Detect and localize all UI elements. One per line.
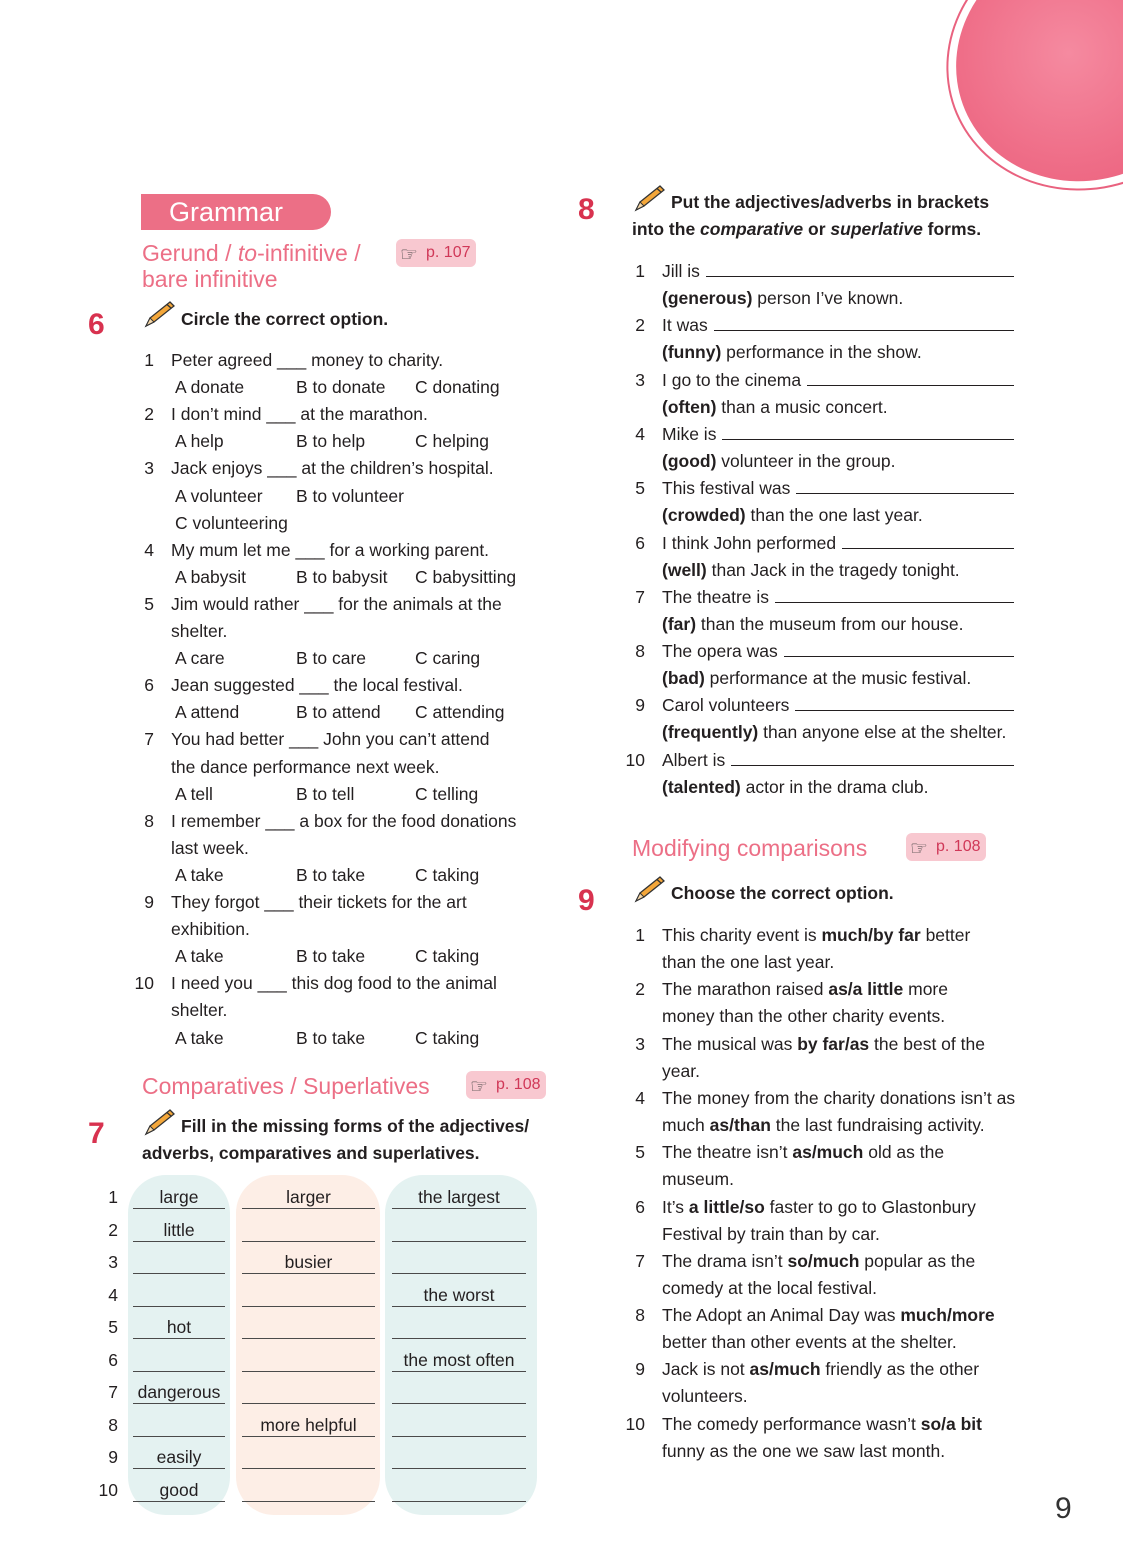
question-stem-line [662,421,1014,448]
answer-blank[interactable] [722,421,1014,440]
question-rest: than Jack in the tragedy tonight. [706,559,960,580]
question-text: old as the [863,1142,945,1163]
choice-options[interactable]: a little/so [688,1196,765,1217]
exercise-7-number: 7 [88,1117,105,1150]
superlative-cell[interactable] [392,1316,526,1339]
ex8-instr-pre: into the [632,219,701,239]
question-text: shelter. [171,621,228,641]
answer-option[interactable]: C caring [415,648,481,669]
bracket-word: (frequently) [662,722,759,743]
exercise-8-instruction-line1: Put the adjectives/adverbs in brackets [671,192,990,212]
answer-option[interactable]: C taking [415,946,480,967]
question-hint-line [662,557,960,584]
gerund-title-part2: -infinitive / [257,240,361,266]
superlative-cell[interactable]: the largest [392,1186,526,1209]
question-hint-line [662,665,971,692]
question-number: 8 [635,1305,645,1326]
question-number: 2 [635,315,645,336]
question-stem-line [662,692,1014,719]
question-number: 4 [635,423,645,444]
question-line1 [662,1085,1015,1112]
question-line1 [662,922,970,949]
comparatives-page-ref[interactable] [466,1071,546,1099]
question-number: 1 [144,350,154,370]
pointing-hand-icon: ☞ [400,244,418,266]
question-text: This charity event is [662,925,822,945]
question-line1 [662,1302,995,1329]
question-number: 5 [635,478,645,499]
question-text: My mum let me ___ for a working parent. [171,539,490,560]
question-rest: than the museum from our house. [696,613,964,634]
choice-options[interactable]: as/much [792,1142,864,1163]
base-form-cell[interactable]: dangerous [133,1381,225,1404]
question-text: The money from the charity donations isn’t as [662,1087,1016,1108]
answer-option[interactable]: A take [175,1027,224,1048]
question-number: 9 [635,1359,645,1380]
answer-option[interactable]: B to donate [296,377,386,398]
answer-option[interactable]: A take [175,864,224,885]
question-stem-line [662,258,1014,285]
modifying-ref-text: p. 108 [936,838,981,855]
question-rest: actor in the drama club. [740,776,929,797]
question-number: 1 [635,261,645,281]
question-text: Festival by train than by car. [662,1223,880,1244]
question-text: funny as the one we saw last month. [662,1440,946,1461]
question-stem: Albert is [662,749,726,770]
gerund-title-part1: Gerund / [142,240,238,266]
question-stem: The theatre is [662,586,769,607]
question-number: 9 [144,892,154,912]
ex8-instr-comparative: comparative [700,219,804,239]
question-number: 2 [635,979,645,1000]
question-text: I don’t mind ___ at the marathon. [171,404,428,425]
exercise-8-number: 8 [578,193,595,226]
row-number: 10 [98,1479,118,1500]
question-number: 7 [635,586,645,607]
question-line2 [662,1003,945,1030]
question-line1 [662,1248,975,1275]
modifying-title: Modifying comparisons [632,835,868,861]
question-text: friendly as the other [820,1359,980,1380]
answer-option[interactable]: A babysit [175,566,247,587]
bracket-word: (bad) [662,668,705,689]
modifying-page-ref[interactable] [906,833,986,861]
question-text: Jim would rather ___ for the animals at the [171,593,502,614]
question-text: You had better ___ John you can’t attend [171,729,490,750]
question-line2 [662,949,834,976]
base-form-cell[interactable]: large [133,1186,225,1209]
question-line1 [662,1356,979,1383]
question-number: 6 [635,532,645,553]
answer-blank[interactable] [795,692,1014,711]
question-number: 7 [635,1250,645,1271]
question-stem-line [662,638,1014,665]
question-stem-line [662,312,1014,339]
question-text: The musical was [662,1033,798,1054]
question-stem: The opera was [662,641,778,662]
question-number: 4 [635,1087,645,1108]
answer-option[interactable]: C attending [415,702,505,723]
row-number: 7 [108,1382,118,1402]
question-number: 5 [635,1142,645,1163]
page-number: 9 [1055,1492,1072,1525]
exercise-9-instruction: Choose the correct option. [671,883,894,903]
bracket-word: (good) [662,450,717,471]
question-number: 8 [144,810,154,831]
bracket-word: (well) [662,559,707,580]
exercise-6-number: 6 [88,308,105,341]
question-text: The comedy performance wasn’t [662,1413,921,1434]
answer-blank[interactable] [706,258,1014,277]
answer-option[interactable]: B to attend [296,702,381,723]
question-text: volunteers. [662,1386,748,1407]
pencil-icon [142,300,176,330]
question-hint-line [662,448,895,475]
superlative-cell[interactable] [392,1414,526,1437]
exercise-7-instruction-line2: adverbs, comparatives and superlatives. [142,1143,480,1163]
choice-options[interactable]: as/much [749,1359,821,1380]
question-stem: This festival was [662,478,791,499]
question-hint-line [662,774,928,801]
question-text: The drama isn’t [662,1250,788,1271]
question-text: the best of the [869,1033,985,1054]
base-form-cell[interactable]: little [133,1219,225,1242]
superlative-cell[interactable]: the most often [392,1349,526,1372]
ex8-instr-superlative: superlative [830,219,923,239]
question-line2 [662,1166,734,1193]
answer-option[interactable]: B to take [296,1027,366,1048]
gerund-title [142,240,361,292]
exercise-8-instruction-line2 [632,216,981,243]
superlative-cell[interactable] [392,1479,526,1502]
answer-option[interactable]: B to babysit [296,566,388,587]
question-text: than the one last year. [662,952,835,972]
question-stem: Mike is [662,423,717,444]
question-rest: performance at the music festival. [704,668,972,689]
answer-blank[interactable] [796,475,1014,494]
question-number: 10 [625,1413,645,1434]
ex8-instr-mid: or [803,219,831,239]
answer-option[interactable]: C volunteering [175,512,288,533]
question-text: Peter agreed ___ money to charity. [171,350,444,370]
question-text: shelter. [171,1000,228,1021]
base-form-cell[interactable] [133,1284,225,1307]
question-text: The Adopt an Animal Day was [662,1305,901,1326]
question-line1 [662,1031,985,1058]
row-number: 4 [108,1284,118,1305]
question-number: 9 [635,695,645,716]
question-line2 [662,1383,748,1410]
question-number: 6 [144,675,154,696]
question-text: last week. [171,837,249,858]
bracket-word: (far) [662,613,697,634]
question-number: 1 [635,925,645,945]
base-form-cell[interactable] [133,1414,225,1437]
question-text: Jack is not [662,1359,750,1380]
comparatives-title: Comparatives / Superlatives [142,1073,430,1099]
comparative-cell[interactable]: larger [242,1186,375,1209]
base-form-cell[interactable] [133,1251,225,1274]
answer-blank[interactable] [842,530,1014,549]
row-number: 6 [108,1349,118,1370]
base-form-cell[interactable] [133,1349,225,1372]
question-line1 [662,1194,976,1221]
question-hint-line [662,339,922,366]
question-number: 2 [144,404,154,425]
ex8-instr-post: forms. [922,219,982,239]
question-stem-line [662,475,1014,502]
answer-option[interactable]: C taking [415,1027,480,1048]
question-text: the last fundraising activity. [770,1114,985,1135]
question-text: exhibition. [171,919,250,940]
row-number: 5 [108,1317,118,1337]
question-text: The marathon raised [662,979,829,1000]
answer-option[interactable]: B to take [296,946,366,967]
answer-blank[interactable] [714,312,1014,331]
comparative-cell[interactable]: busier [242,1251,375,1274]
base-form-cell[interactable]: good [133,1479,225,1502]
question-text: Jean suggested ___ the local festival. [171,675,463,696]
comparative-cell[interactable] [242,1479,375,1502]
bracket-word: (funny) [662,342,722,363]
question-line2 [662,1329,957,1356]
comparative-cell[interactable] [242,1446,375,1469]
base-form-cell[interactable]: easily [133,1446,225,1469]
answer-option[interactable]: A tell [175,783,213,804]
answer-option[interactable]: C helping [415,431,489,452]
gerund-ref-text: p. 107 [426,244,471,261]
row-number: 3 [108,1252,118,1272]
question-number: 4 [144,539,154,560]
answer-option[interactable]: A attend [175,702,240,723]
question-line2 [662,1112,985,1139]
question-text: Jack enjoys ___ at the children’s hospital. [171,458,494,479]
answer-blank[interactable] [784,638,1014,657]
comparatives-ref-text: p. 108 [496,1076,541,1093]
question-line2 [662,1438,945,1465]
question-stem: It was [662,315,708,336]
question-line1 [662,1411,982,1438]
question-stem-line [662,367,1014,394]
choice-options[interactable]: much/by far [821,925,921,945]
question-text: They forgot ___ their tickets for the art [171,892,467,912]
answer-option[interactable]: A take [175,946,224,967]
gerund-title-italic: to [237,240,258,266]
question-hint-line [662,719,1006,746]
question-text: the dance performance next week. [171,756,440,777]
question-text: better [920,925,971,945]
question-text: I remember ___ a box for the food donations [171,810,517,831]
question-stem: I think John performed [662,532,837,553]
question-stem-line [662,747,1014,774]
answer-blank[interactable] [807,367,1014,386]
question-text: money than the other charity events. [662,1006,946,1027]
question-rest: than anyone else at the shelter. [758,722,1007,743]
question-number: 7 [144,729,154,750]
base-form-cell[interactable]: hot [133,1316,225,1339]
question-number: 3 [635,369,645,390]
question-rest: volunteer in the group. [716,450,896,471]
choice-options[interactable]: much/more [900,1305,995,1326]
answer-option[interactable]: B to volunteer [296,485,404,506]
pointing-hand-icon: ☞ [470,1076,488,1098]
question-stem-line [662,584,1014,611]
question-stem: Carol volunteers [662,695,790,716]
answer-option[interactable]: B to take [296,864,366,885]
question-text: much [662,1114,710,1135]
answer-option[interactable]: A care [175,648,225,669]
superlative-cell[interactable] [392,1381,526,1404]
question-text: The theatre isn’t [662,1142,793,1163]
exercise-7-instruction-line1: Fill in the missing forms of the adjectives/ [181,1116,530,1136]
question-stem-line [662,530,1014,557]
comparative-cell[interactable] [242,1381,375,1404]
question-text: better than other events at the shelter. [662,1332,957,1353]
superlative-cell[interactable]: the worst [392,1284,526,1307]
comparative-cell[interactable] [242,1284,375,1307]
exercise-9-number: 9 [578,884,595,917]
question-hint-line [662,502,923,529]
question-number: 3 [144,458,154,479]
question-rest: person I’ve known. [752,288,904,308]
answer-option[interactable]: C telling [415,783,479,804]
exercise-6-instruction: Circle the correct option. [181,309,389,329]
bracket-word: (often) [662,396,717,417]
question-line1 [662,1139,944,1166]
bracket-word: (generous) [662,288,753,308]
question-text: year. [662,1060,700,1081]
question-number: 3 [635,1033,645,1054]
comparative-cell[interactable] [242,1349,375,1372]
question-hint-line [662,394,888,421]
pencil-icon [632,184,666,214]
choice-options[interactable]: by far/as [797,1033,870,1054]
pencil-icon [632,875,666,905]
pointing-hand-icon: ☞ [910,838,928,860]
question-line2 [662,1221,880,1248]
question-text: museum. [662,1169,734,1190]
answer-option[interactable]: B to help [296,431,366,452]
question-text: more [903,979,948,1000]
row-number: 2 [108,1219,118,1240]
question-text: I need you ___ this dog food to the animal [171,973,497,994]
bracket-word: (talented) [662,776,741,797]
question-text: comedy at the local festival. [662,1277,877,1298]
question-number: 10 [625,749,645,770]
answer-option[interactable]: B to care [296,648,367,669]
answer-option[interactable]: B to tell [296,783,355,804]
answer-blank[interactable] [775,584,1014,603]
question-text: faster to go to Glastonbury [764,1196,976,1217]
row-number: 1 [108,1187,118,1207]
answer-option[interactable]: C babysitting [415,566,517,587]
question-number: 10 [134,973,154,994]
question-hint-line [662,611,964,638]
choice-options[interactable]: so/much [787,1250,860,1271]
choice-options[interactable]: as/a little [828,979,904,1000]
answer-option[interactable]: A volunteer [175,485,263,506]
superlative-cell[interactable] [392,1251,526,1274]
question-line2 [662,1058,700,1085]
choice-options[interactable]: so/a bit [920,1413,982,1434]
superlative-cell[interactable] [392,1219,526,1242]
section-label: Grammar [141,194,331,230]
question-text: It’s [662,1196,689,1217]
answer-option[interactable]: C taking [415,864,480,885]
question-number: 8 [635,641,645,662]
comparative-cell[interactable]: more helpful [242,1414,375,1437]
answer-option[interactable]: A help [175,431,224,452]
answer-option[interactable]: C donating [415,377,500,398]
answer-blank[interactable] [731,747,1014,766]
superlative-cell[interactable] [392,1446,526,1469]
question-number: 5 [144,593,154,614]
question-rest: than the one last year. [745,505,923,526]
question-rest: performance in the show. [721,342,922,363]
question-line1 [662,976,948,1003]
question-stem: I go to the cinema [662,369,802,390]
answer-option[interactable]: A donate [175,377,245,398]
question-rest: than a music concert. [716,396,888,417]
choice-options[interactable]: as/than [709,1114,771,1135]
question-text: popular as the [859,1250,976,1271]
question-line2 [662,1275,877,1302]
question-number: 6 [635,1196,645,1217]
bracket-word: (crowded) [662,505,746,526]
comparative-cell[interactable] [242,1316,375,1339]
row-number: 9 [108,1447,118,1467]
question-hint-line [662,285,903,312]
row-number: 8 [108,1414,118,1435]
comparative-cell[interactable] [242,1219,375,1242]
gerund-page-ref[interactable] [396,239,476,267]
gerund-title-line2: bare infinitive [142,266,278,292]
pencil-icon [142,1108,176,1138]
question-stem: Jill is [662,261,700,281]
